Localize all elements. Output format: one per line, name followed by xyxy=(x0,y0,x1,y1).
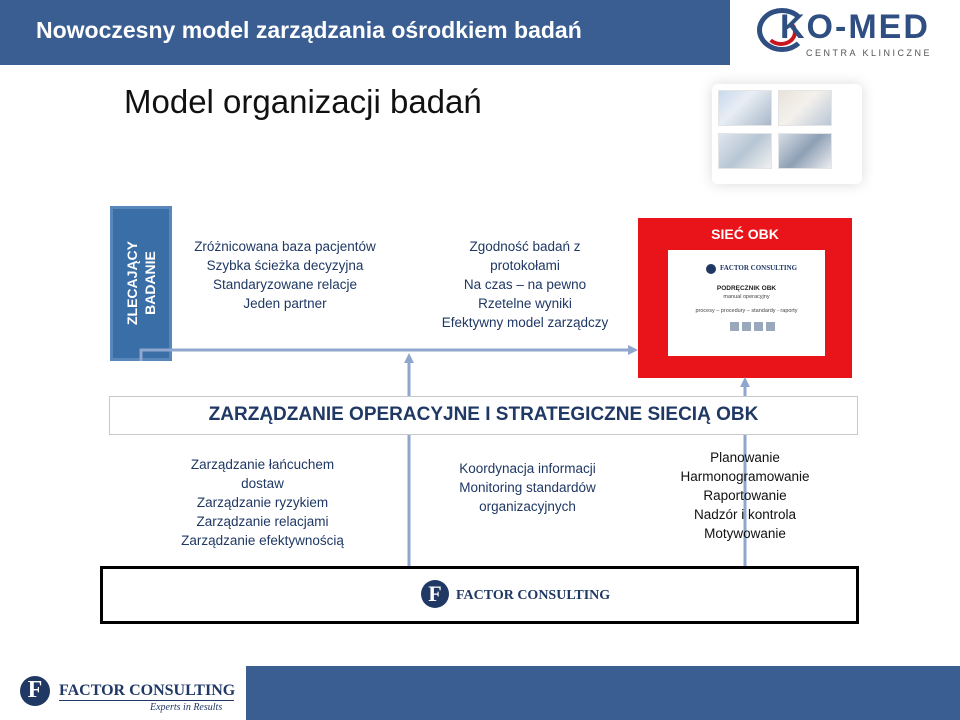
list-item: Harmonogramowanie xyxy=(680,469,810,484)
factor-logo-letter: F xyxy=(27,677,43,703)
list-item: organizacyjnych xyxy=(479,499,576,514)
header-title: Nowoczesny model zarządzania ośrodkiem badań xyxy=(36,17,582,43)
list-item: Raportowanie xyxy=(703,488,787,503)
frame-company-name: FACTOR CONSULTING xyxy=(456,588,611,603)
list-item: Zróżnicowana baza pacjentów xyxy=(194,239,376,254)
list-item: Monitoring standardów xyxy=(459,480,596,495)
footer-company-name: FACTOR CONSULTING xyxy=(59,682,236,699)
manual-title: PODRĘCZNIK OBK xyxy=(716,285,777,292)
list-item: Jeden partner xyxy=(243,296,327,311)
manual-subtitle: manual operacyjny xyxy=(723,294,770,300)
list-item: Zarządzanie ryzykiem xyxy=(196,495,329,510)
list-item: Rzetelne wyniki xyxy=(478,296,572,311)
list-item: Nadzór i kontrola xyxy=(693,507,797,522)
network-label: SIEĆ OBK xyxy=(711,226,779,242)
footer-bar xyxy=(246,666,960,720)
list-item: Zarządzanie relacjami xyxy=(196,514,329,529)
list-item: Koordynacja informacji xyxy=(459,461,596,476)
management-list-planning xyxy=(660,448,830,543)
manual-company: FACTOR CONSULTING xyxy=(720,264,798,272)
list-item: Planowanie xyxy=(710,450,780,465)
footer-divider xyxy=(59,700,234,701)
komed-logo-subtitle: CENTRA KLINICZNE xyxy=(806,48,933,58)
komed-logo-name: KO-MED xyxy=(780,8,930,46)
factor-logo-letter: F xyxy=(428,581,442,606)
management-list-coordination xyxy=(415,459,640,516)
list-item: Zarządzanie efektywnością xyxy=(181,533,344,548)
sponsor-label-line: BADANIE xyxy=(142,251,158,315)
list-item: Zgodność badań z xyxy=(469,239,581,254)
list-item: Efektywny model zarządczy xyxy=(441,315,609,330)
list-item: protokołami xyxy=(490,258,560,273)
list-item: Standaryzowane relacje xyxy=(212,277,358,292)
list-item: Szybka ścieżka decyzyjna xyxy=(206,258,364,273)
management-list-supply xyxy=(150,455,375,550)
list-item: Zarządzanie łańcuchem xyxy=(190,457,335,472)
manual-tagline: procesy – procedury – standardy - raporty xyxy=(695,308,798,314)
list-item: Motywowanie xyxy=(704,526,786,541)
list-item: Na czas – na pewno xyxy=(463,277,587,292)
flow-arrow-to-network xyxy=(141,350,633,361)
footer-tagline: Experts in Results xyxy=(150,702,223,713)
list-item: dostaw xyxy=(241,476,284,491)
sponsor-label-line: ZLECAJĄCY xyxy=(124,240,140,326)
page-title: Model organizacji badań xyxy=(124,83,482,120)
operations-title: ZARZĄDZANIE OPERACYJNE I STRATEGICZNE SIECIĄ OBK xyxy=(208,404,759,425)
